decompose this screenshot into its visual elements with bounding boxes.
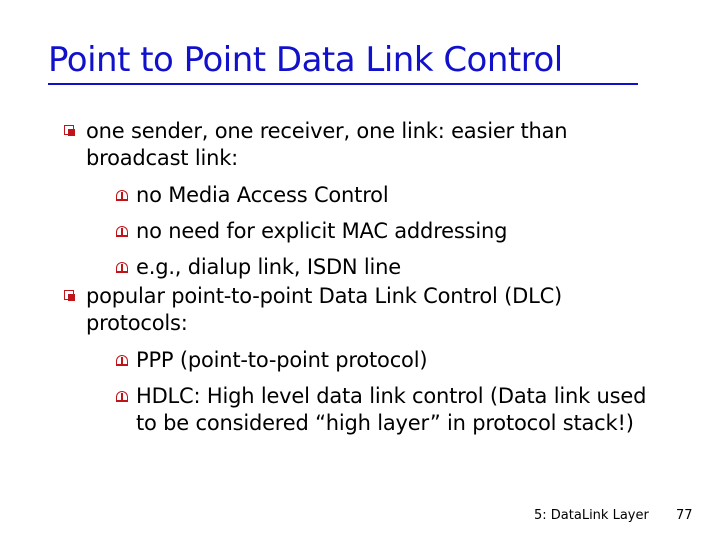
square-bullet-icon — [64, 125, 74, 135]
sub-bullet-text: no need for explicit MAC addressing — [136, 219, 508, 243]
square-bullet-icon — [64, 290, 74, 300]
arch-bullet-icon — [116, 226, 128, 237]
bullet-text: one sender, one receiver, one link: easier than broadcast link: — [86, 119, 568, 170]
bullet-item — [64, 118, 664, 172]
arch-bullet-icon — [116, 262, 128, 273]
sub-bullet-text: PPP (point-to-point protocol) — [136, 348, 428, 372]
bullet-list — [64, 118, 664, 437]
sub-bullet-item — [64, 347, 664, 374]
bullet-item — [64, 283, 664, 337]
sub-bullet-item — [64, 383, 664, 437]
arch-bullet-icon — [116, 190, 128, 201]
arch-bullet-icon — [116, 355, 128, 366]
arch-bullet-icon — [116, 391, 128, 402]
slide-title: Point to Point Data Link Control — [48, 40, 563, 80]
sub-bullet-item — [64, 182, 664, 209]
title-underline — [48, 83, 638, 85]
sub-bullet-text: e.g., dialup link, ISDN line — [136, 255, 402, 279]
sub-bullet-item — [64, 218, 664, 245]
bullet-text: popular point-to-point Data Link Control (DLC) protocols: — [86, 284, 563, 335]
sub-bullet-text: no Media Access Control — [136, 183, 389, 207]
footer-label: 5: DataLink Layer — [534, 508, 649, 523]
sub-bullet-item — [64, 254, 664, 281]
sub-bullet-text: HDLC: High level data link control (Data link used to be considered “high layer” in protocol stack!) — [136, 384, 647, 435]
page-number: 77 — [676, 508, 693, 523]
